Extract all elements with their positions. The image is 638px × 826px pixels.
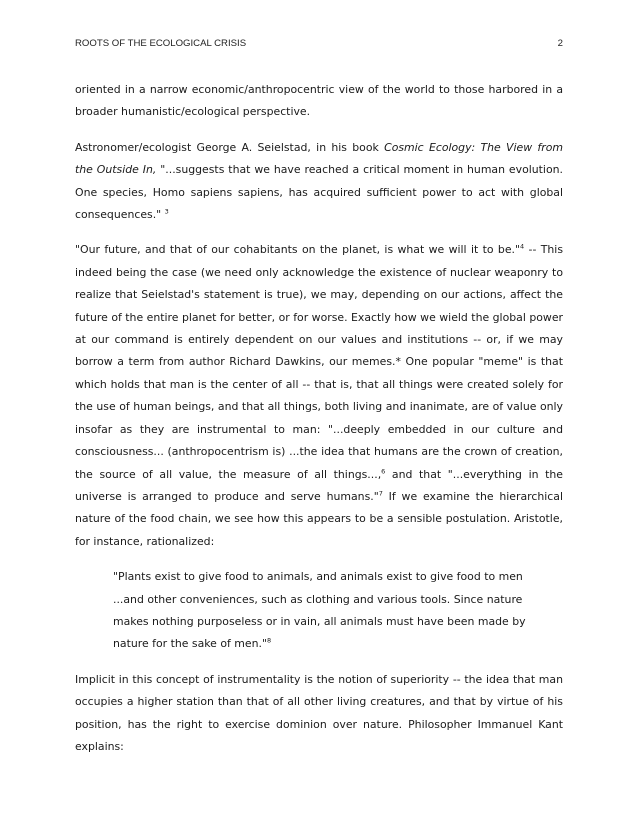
paragraph-2 — [75, 137, 563, 227]
paragraph-1: oriented in a narrow economic/anthropocentric view of the world to those harbored in a broader humanistic/ecological perspective. — [75, 83, 563, 119]
footnote-ref-6: 6 — [381, 466, 386, 475]
paragraph-3-text-a: "Our future, and that of our cohabitants on the planet, is what we will it to be." — [75, 243, 520, 257]
header-title: ROOTS OF THE ECOLOGICAL CRISIS — [75, 38, 247, 49]
book-title: Cosmic Ecology: The View from the Outside In, — [75, 140, 563, 177]
paragraph-3-text-c: and that "...everything in the universe is arranged to produce and serve humans." — [75, 467, 563, 503]
running-header — [75, 38, 563, 52]
paragraph-3 — [75, 239, 563, 553]
paragraph-2-text-b: "...suggests that we have reached a critical moment in human evolution. One species, Homo sapiens sapiens, has acquired sufficient power to act with global consequences." — [75, 163, 563, 222]
paragraph-3-text-b: -- This indeed being the case (we need only acknowledge the existence of nuclear weaponry to realize that Seielstad's statement is true), we may, depending on our actions, affect the future of the entire planet for better, or for worse. Exactly how we wield the global power at our command is entirely dependent on our values and institutions -- or, if we may borrow a term from author Richard Dawkins, our memes.* One popular "meme" is that which holds that man is the center of all -- that is, that all things were created solely for the use of human beings, and that all things, both living and inanimate, are of value only insofar as they are instrumental to man: "...deeply embedded in our culture and consciousness... (anthropocentrism is) ...the idea that humans are the crown of creation, the source of all value, the measure of all things..., — [75, 243, 563, 481]
paragraph-3-text-d: If we examine the hierarchical nature of the food chain, we see how this appears to be a sensible postulation. Aristotle, for instance, rationalized: — [75, 489, 563, 548]
block-quote-text: "Plants exist to give food to animals, and animals exist to give food to men ...and other conveniences, such as clothing and various tools. Since nature makes nothing purposeless or in vain, all animals must have been made by nature for the sake of men." — [113, 570, 526, 651]
block-quote — [113, 566, 529, 656]
paragraph-4: Implicit in this concept of instrumentality is the notion of superiority -- the idea that man occupies a higher station than that of all other living creatures, and that by virtue of his position, has the right to exercise dominion over nature. Philosopher Immanuel Kant explains: — [75, 672, 563, 753]
footnote-ref-3: 3 — [164, 207, 169, 216]
footnote-ref-4: 4 — [520, 242, 525, 251]
footnote-ref-8: 8 — [267, 636, 272, 645]
paragraph-2-text-a: Astronomer/ecologist George A. Seielstad, in his book — [75, 140, 385, 154]
footnote-ref-7: 7 — [378, 489, 383, 498]
page-number: 2 — [557, 38, 563, 49]
body-text — [75, 79, 563, 758]
